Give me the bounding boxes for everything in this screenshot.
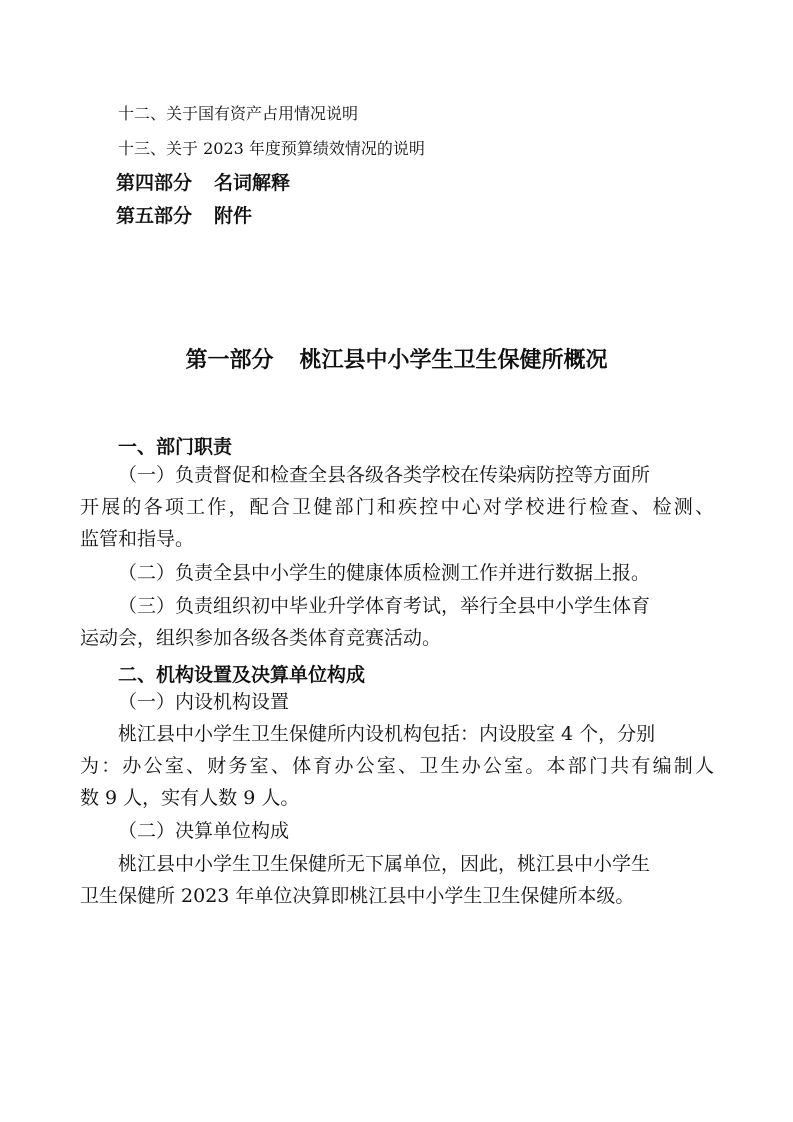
section-1-para-1-line-1: （一）负责督促和检查全县各级各类学校在传染病防控等方面所: [118, 464, 651, 486]
toc-item-12: 十二、关于国有资产占用情况说明: [118, 104, 359, 123]
chapter-label: 第一部分: [185, 347, 274, 373]
section-1-para-3-line-2: 运动会，组织参加各级各类体育竞赛活动。: [80, 627, 442, 649]
toc-part-5: [116, 201, 252, 228]
section-2-para-2-line-1: 桃江县中小学生卫生保健所无下属单位，因此，桃江县中小学生: [118, 853, 651, 875]
section-2-heading: 二、机构设置及决算单位构成: [118, 664, 366, 686]
section-2-para-2-line-2: 卫生保健所 2023 年单位决算即桃江县中小学生卫生保健所本级。: [80, 885, 635, 907]
section-2-para-1-line-2: 为：办公室、财务室、体育办公室、卫生办公室。本部门共有编制人: [80, 755, 714, 777]
section-2-para-1-line-3: 数 9 人，实有人数 9 人。: [80, 787, 300, 809]
toc-part-4-label: 第四部分: [116, 172, 193, 194]
toc-part-5-title: 附件: [214, 205, 253, 227]
chapter-name: 桃江县中小学生卫生保健所概况: [299, 347, 608, 373]
section-1-heading: 一、部门职责: [118, 436, 233, 458]
toc-item-13: 十三、关于 2023 年度预算绩效情况的说明: [118, 139, 425, 158]
toc-part-4: [116, 168, 290, 195]
section-1-para-3-line-1: （三）负责组织初中毕业升学体育考试，举行全县中小学生体育: [118, 595, 651, 617]
toc-part-4-title: 名词解释: [214, 172, 291, 194]
section-2-sub-1: （一）内设机构设置: [118, 691, 290, 713]
toc-part-5-label: 第五部分: [116, 205, 193, 227]
section-1-para-2: （二）负责全县中小学生的健康体质检测工作并进行数据上报。: [118, 562, 651, 584]
section-2-sub-2: （二）决算单位构成: [118, 820, 290, 842]
chapter-title: [0, 343, 793, 374]
section-2-para-1-line-1: 桃江县中小学生卫生保健所内设机构包括：内设股室 4 个，分别: [118, 723, 656, 745]
section-1-para-1-line-2: 开展的各项工作，配合卫健部门和疾控中心对学校进行检查、检测、: [80, 496, 714, 518]
section-1-para-1-line-3: 监管和指导。: [80, 528, 195, 550]
